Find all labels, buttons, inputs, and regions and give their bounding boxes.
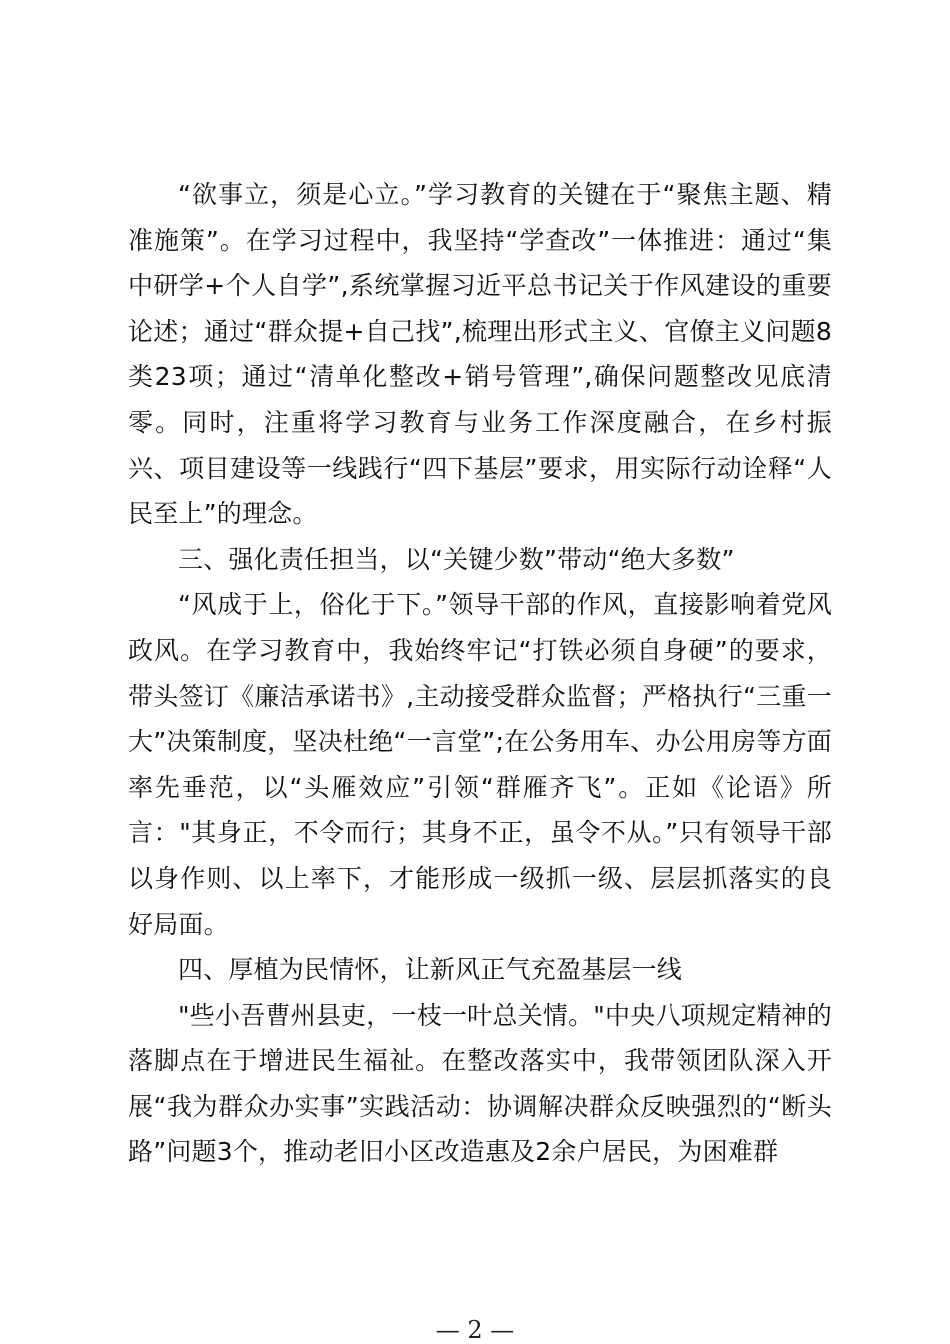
- page-number: — 2 —: [435, 1316, 515, 1344]
- section-heading-four: 四、厚植为民情怀，让新风正气充盈基层一线: [178, 955, 683, 985]
- paragraph-study-education: “欲事立，须是心立。”学习教育的关键在于“聚焦主题、精准施策”。在学习过程中，我坚持“学查改”一体推进：通过“集中研学+个人自学”,系统掌握习近平总书记关于作风建设的重要论述；通过“群众提+自己找”,梳理出形式主义、官僚主义问题8类23项；通过“清单化整改+销号管理”,确保问题整改见底清零。同时，注重将学习教育与业务工作深度融合，在乡村振兴、项目建设等一线践行“四下基层”要求，用实际行动诠释“人民至上”的理念。: [128, 180, 832, 529]
- document-body: [128, 172, 832, 1175]
- paragraph-people-livelihood: "些小吾曹州县吏，一枝一叶总关情。"中央八项规定精神的落脚点在于增进民生福祉。在整改落实中，我带领团队深入开展“我为群众办实事”实践活动：协调解决群众反映强烈的“断头路”问题3个，推动老旧小区改造惠及2余户居民，为困难群: [128, 1000, 832, 1167]
- section-heading-three: 三、强化责任担当，以“关键少数”带动“绝大多数”: [178, 544, 735, 574]
- paragraph-leadership-style: “风成于上，俗化于下。”领导干部的作风，直接影响着党风政风。在学习教育中，我始终牢记“打铁必须自身硬”的要求，带头签订《廉洁承诺书》,主动接受群众监督；严格执行“三重一大”决策制度，坚决杜绝“一言堂”;在公务用车、办公用房等方面率先垂范，以“头雁效应”引领“群雁齐飞”。正如《论语》所言："其身正，不令而行；其身不正，虽令不从。”只有领导干部以身作则、以上率下，才能形成一级抓一级、层层抓落实的良好局面。: [128, 590, 832, 939]
